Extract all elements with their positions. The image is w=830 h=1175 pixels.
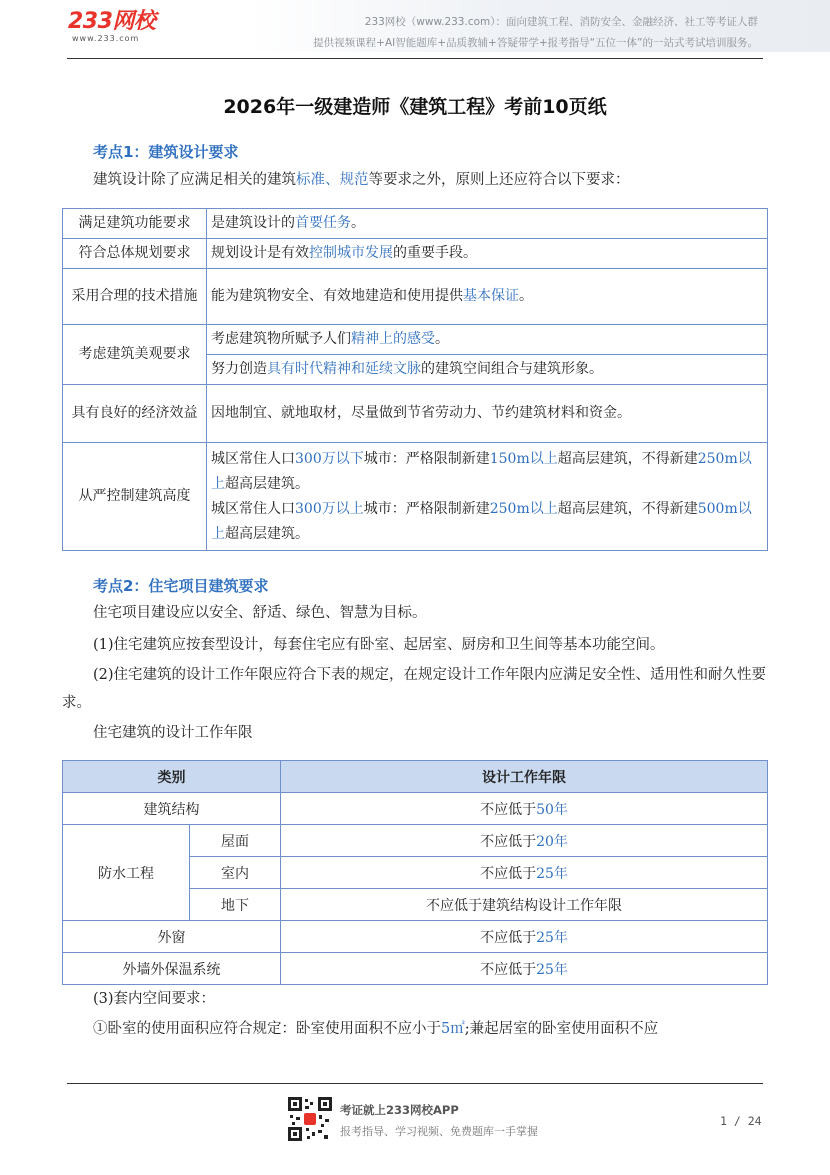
page-number: 1 / 24 (720, 1114, 762, 1128)
brand-logo[interactable] (68, 10, 155, 44)
point2-paragraph-5: (3)套内空间要求： (93, 991, 216, 1007)
row-key: 符合总体规划要求 (63, 239, 207, 269)
row-key: 满足建筑功能要求 (63, 209, 207, 239)
col-header-category: 类别 (63, 761, 281, 793)
value-cell: 不应低于25年 (281, 953, 768, 985)
row-key: 具有良好的经济效益 (63, 385, 207, 443)
point2-paragraph-4: 住宅建筑的设计工作年限 (93, 725, 253, 741)
footer-divider (67, 1083, 763, 1084)
qr-code-icon[interactable] (288, 1097, 332, 1141)
design-requirements-table (62, 208, 768, 551)
category-cell: 外墙外保温系统 (63, 953, 281, 985)
table-row (63, 793, 768, 825)
table-header-row (63, 761, 768, 793)
value-cell: 不应低于50年 (281, 793, 768, 825)
logo-url: www.233.com (72, 34, 140, 43)
col-header-service-life: 设计工作年限 (281, 761, 768, 793)
subcategory-cell: 地下 (190, 889, 281, 921)
subcategory-cell: 室内 (190, 857, 281, 889)
row-value: 是建筑设计的首要任务。 (207, 209, 768, 239)
service-life-table (62, 760, 768, 985)
category-cell: 外窗 (63, 921, 281, 953)
table-row (63, 325, 768, 355)
row-value: 努力创造具有时代精神和延续文脉的建筑空间组合与建筑形象。 (207, 355, 768, 385)
point2-paragraph-3: (2)住宅建筑的设计工作年限应符合下表的规定，在规定设计工作年限内应满足安全性、适用性和耐久性要求。 (62, 667, 767, 711)
point1-heading: 考点1：建筑设计要求 (93, 143, 239, 161)
row-key: 从严控制建筑高度 (63, 443, 207, 551)
category-cell: 建筑结构 (63, 793, 281, 825)
point2-paragraph-6: ①卧室的使用面积应符合规定：卧室使用面积不应小于5㎡;兼起居室的卧室使用面积不应 (93, 1021, 659, 1037)
point2-paragraph-2: (1)住宅建筑应按套型设计，每套住宅应有卧室、起居室、厨房和卫生间等基本功能空间。 (93, 637, 665, 653)
point2-heading: 考点2：住宅项目建筑要求 (93, 577, 269, 595)
height-rule-b: 城区常住人口300万以上城市：严格限制新建250m以上超高层建筑，不得新建500m以上超高层建筑。 (211, 500, 752, 542)
value-cell: 不应低于建筑结构设计工作年限 (281, 889, 768, 921)
footer-subtext: 报考指导、学习视频、免费题库一手掌握 (340, 1125, 538, 1138)
category-cell: 防水工程 (63, 825, 190, 921)
header-description (313, 12, 758, 54)
page-header (0, 0, 830, 58)
footer-slogan: 考证就上233网校APP (340, 1103, 459, 1117)
table-row (63, 385, 768, 443)
table-row (63, 209, 768, 239)
table-row (63, 953, 768, 985)
table-row (63, 825, 768, 857)
value-cell: 不应低于20年 (281, 825, 768, 857)
app-badge-icon (304, 1113, 316, 1125)
row-key: 考虑建筑美观要求 (63, 325, 207, 385)
row-value: 规划设计是有效控制城市发展的重要手段。 (207, 239, 768, 269)
value-cell: 不应低于25年 (281, 857, 768, 889)
row-value: 考虑建筑物所赋予人们精神上的感受。 (207, 325, 768, 355)
row-key: 采用合理的技术措施 (63, 269, 207, 325)
document-title: 2026年一级建造师《建筑工程》考前10页纸 (223, 96, 607, 118)
height-rule-a: 城区常住人口300万以下城市：严格限制新建150m以上超高层建筑，不得新建250m以上超高层建筑。 (211, 450, 752, 492)
subcategory-cell: 屋面 (190, 825, 281, 857)
value-cell: 不应低于25年 (281, 921, 768, 953)
row-value: 能为建筑物安全、有效地建造和使用提供基本保证。 (207, 269, 768, 325)
logo-text: 233网校 (68, 9, 156, 34)
table-row (63, 269, 768, 325)
point2-paragraph-1: 住宅项目建设应以安全、舒适、绿色、智慧为目标。 (93, 605, 427, 621)
header-line-1: 233网校（www.233.com）：面向建筑工程、消防安全、金融经济、社工等考证人群 (364, 16, 758, 28)
header-line-2: 提供视频课程+AI智能题库+品质教辅+答疑带学+报考指导“五位一体”的一站式考试培训服务。 (313, 37, 758, 49)
table-row (63, 239, 768, 269)
header-divider (67, 58, 763, 59)
row-value: 因地制宜、就地取材，尽量做到节省劳动力、节约建筑材料和资金。 (207, 385, 768, 443)
point1-intro: 建筑设计除了应满足相关的建筑标准、规范等要求之外，原则上还应符合以下要求： (93, 172, 630, 188)
row-value (207, 443, 768, 551)
table-row (63, 443, 768, 551)
table-row (63, 921, 768, 953)
